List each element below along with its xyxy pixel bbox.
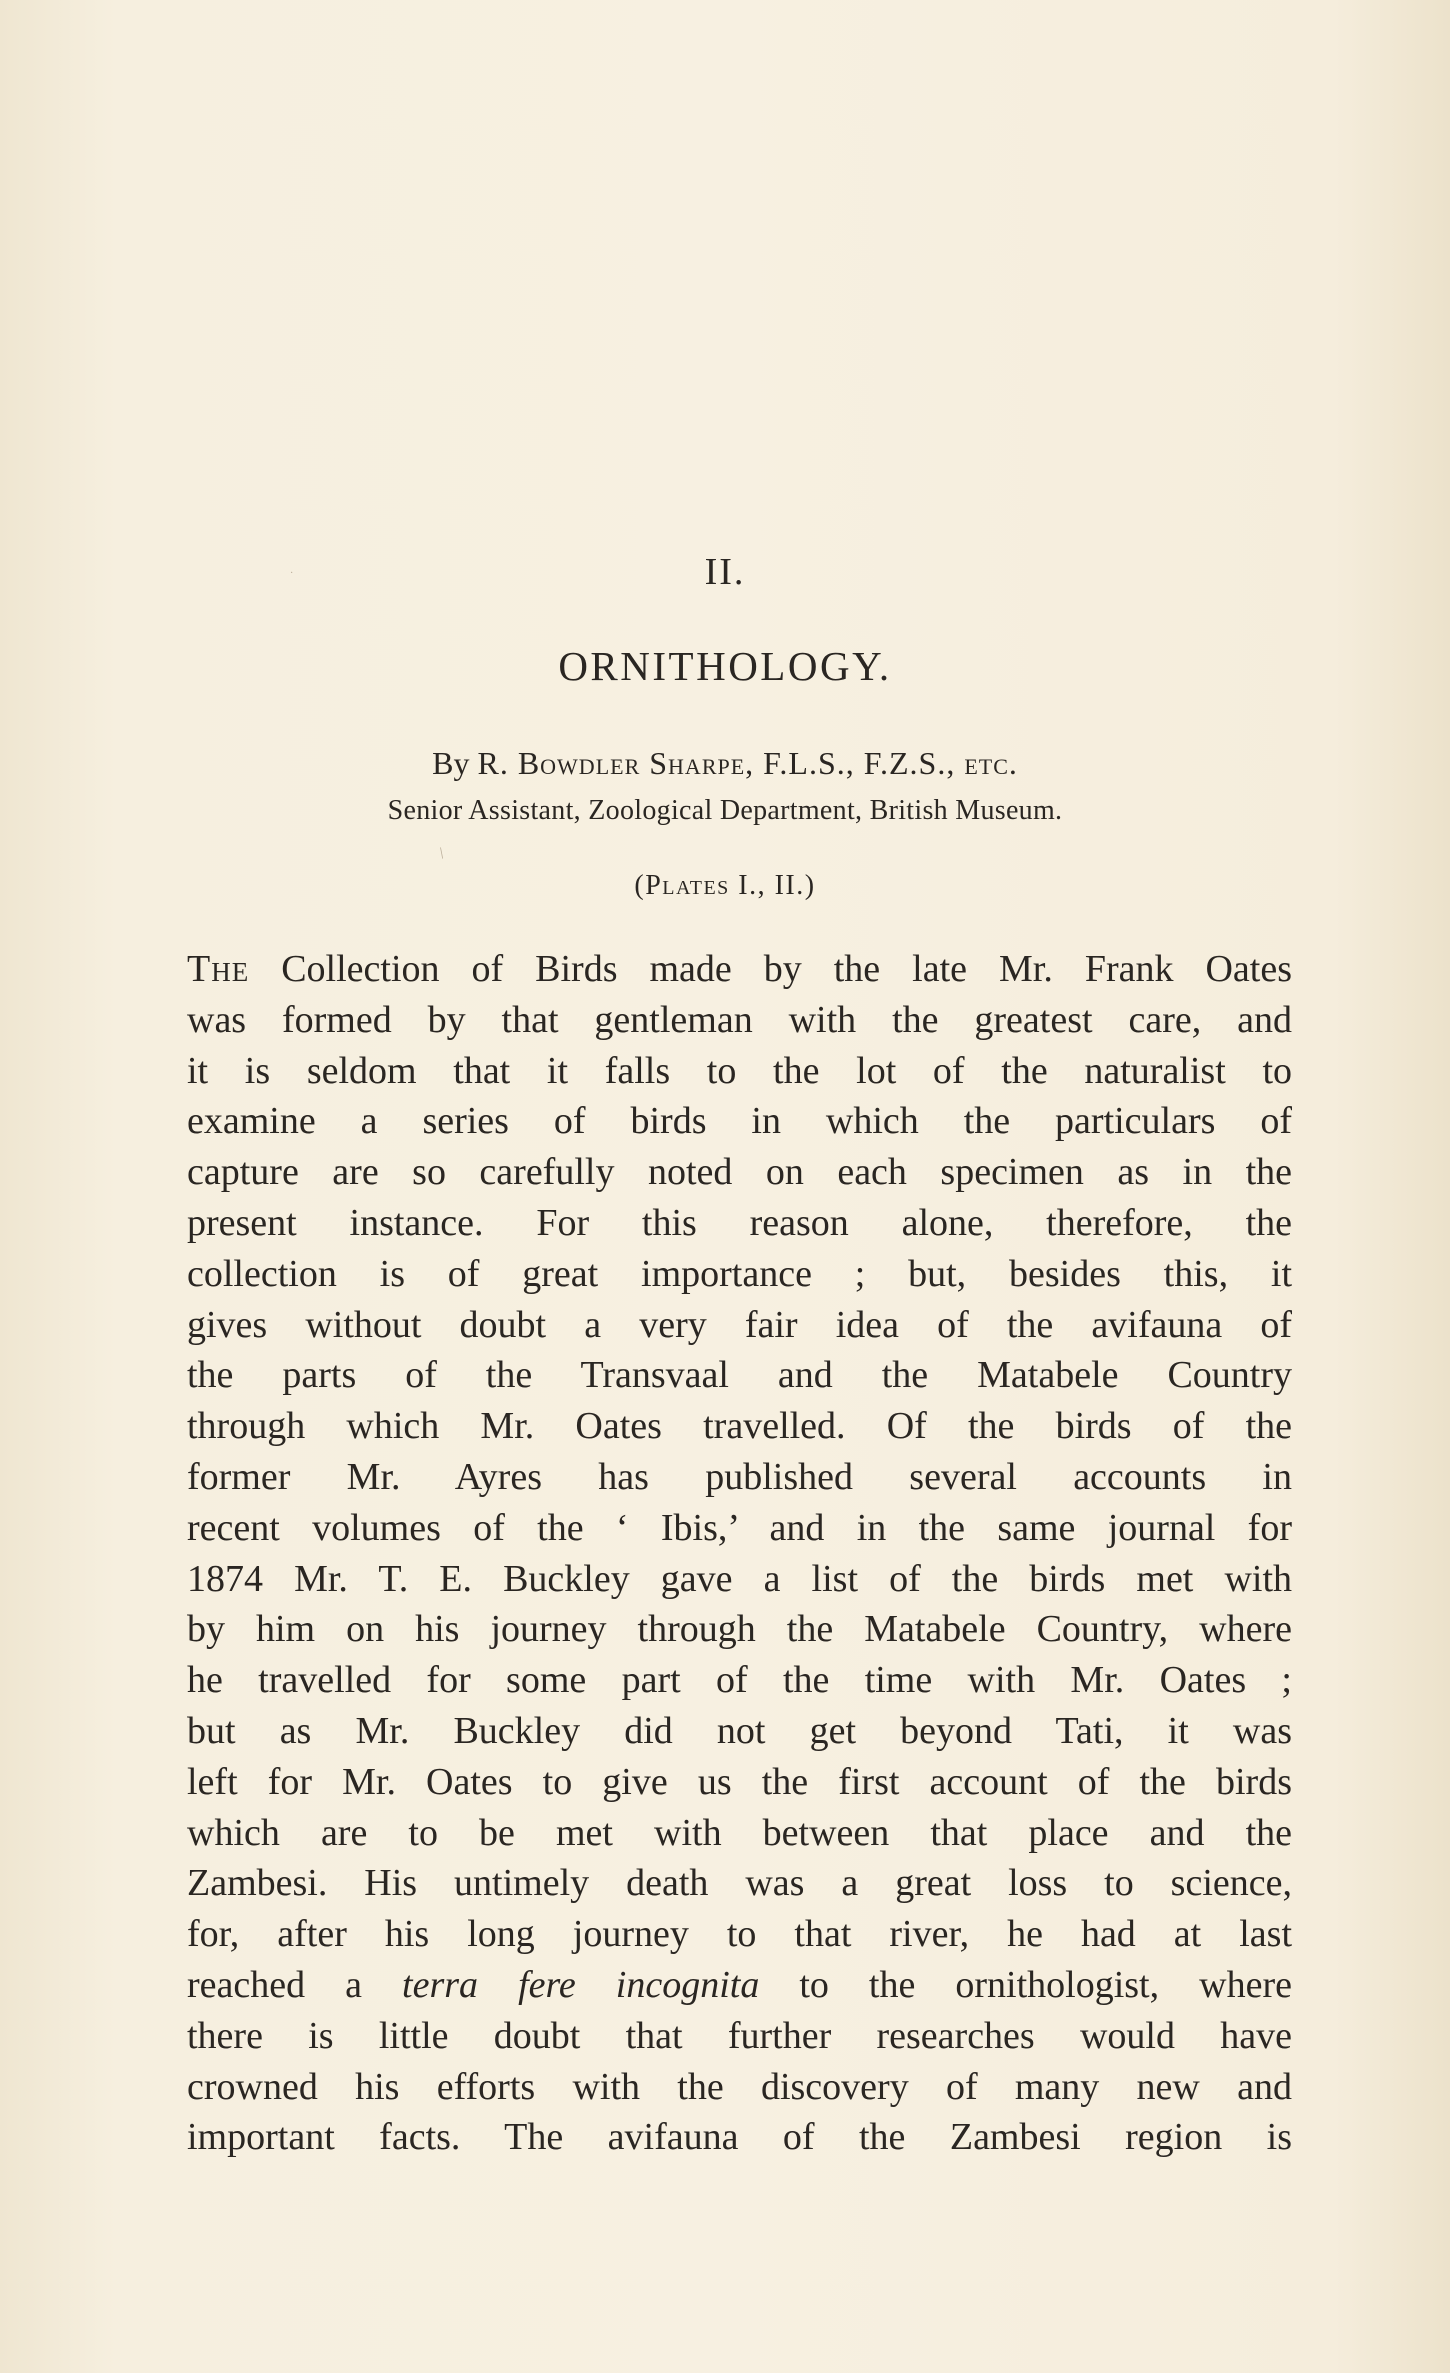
byline-prefix: By [432,745,470,781]
text-line: by him on his journey through the Matabele Country, where [187,1608,1292,1651]
byline-author: R. Bowdler Sharpe, F.L.S., F.Z.S., etc. [477,745,1018,781]
text-line: recent volumes of the ‘ Ibis,’ and in the same journal for [187,1506,1292,1549]
text-line: he travelled for some part of the time with Mr. Oates ; [187,1659,1292,1702]
text-line: the parts of the Transvaal and the Matabele Country [187,1354,1292,1397]
text-line: 1874 Mr. T. E. Buckley gave a list of the birds met with [187,1557,1292,1600]
text-line: which are to be met with between that place and the [187,1811,1292,1854]
text-line: for, after his long journey to that river, he had at last [187,1913,1292,1956]
text-line: important facts. The avifauna of the Zambesi region is [187,2116,1292,2159]
plates-reference: (Plates I., II.) [634,870,816,901]
byline [0,745,1450,782]
text-line: present instance. For this reason alone, therefore, the [187,1201,1292,1244]
text-line: examine a series of birds in which the particulars of [187,1100,1292,1143]
text-line: Zambesi. His untimely death was a great loss to science, [187,1862,1292,1905]
text-line: capture are so carefully noted on each specimen as in the [187,1151,1292,1194]
chapter-title: ORNITHOLOGY. [558,643,892,689]
lead-word: The [187,948,250,990]
text-line: crowned his efforts with the discovery of many new and [187,2065,1292,2108]
text-line: there is little doubt that further researches would have [187,2014,1292,2057]
body-paragraph [187,944,1292,2163]
text-line: reached a terra fere incognita to the ornithologist, where [187,1963,1292,2006]
text-line: but as Mr. Buckley did not get beyond Tati, it was [187,1709,1292,1752]
italic-phrase: terra fere incognita [402,1963,760,2006]
text-line: The Collection of Birds made by the late Mr. Frank Oates [187,948,1292,990]
text-line: left for Mr. Oates to give us the first account of the birds [187,1760,1292,1803]
text-line: was formed by that gentleman with the greatest care, and [187,998,1292,1041]
text-line: former Mr. Ayres has published several accounts in [187,1455,1292,1498]
text-line: collection is of great importance ; but, besides this, it [187,1252,1292,1295]
text-line: through which Mr. Oates travelled. Of the birds of the [187,1405,1292,1448]
text-line: gives without doubt a very fair idea of the avifauna of [187,1303,1292,1346]
paper-speck: / [435,845,449,863]
paper-speck: · [290,568,294,579]
chapter-number: II. [704,551,746,593]
text-line: it is seldom that it falls to the lot of the naturalist to [187,1049,1292,1092]
author-affiliation: Senior Assistant, Zoological Department, British Museum. [387,795,1063,826]
